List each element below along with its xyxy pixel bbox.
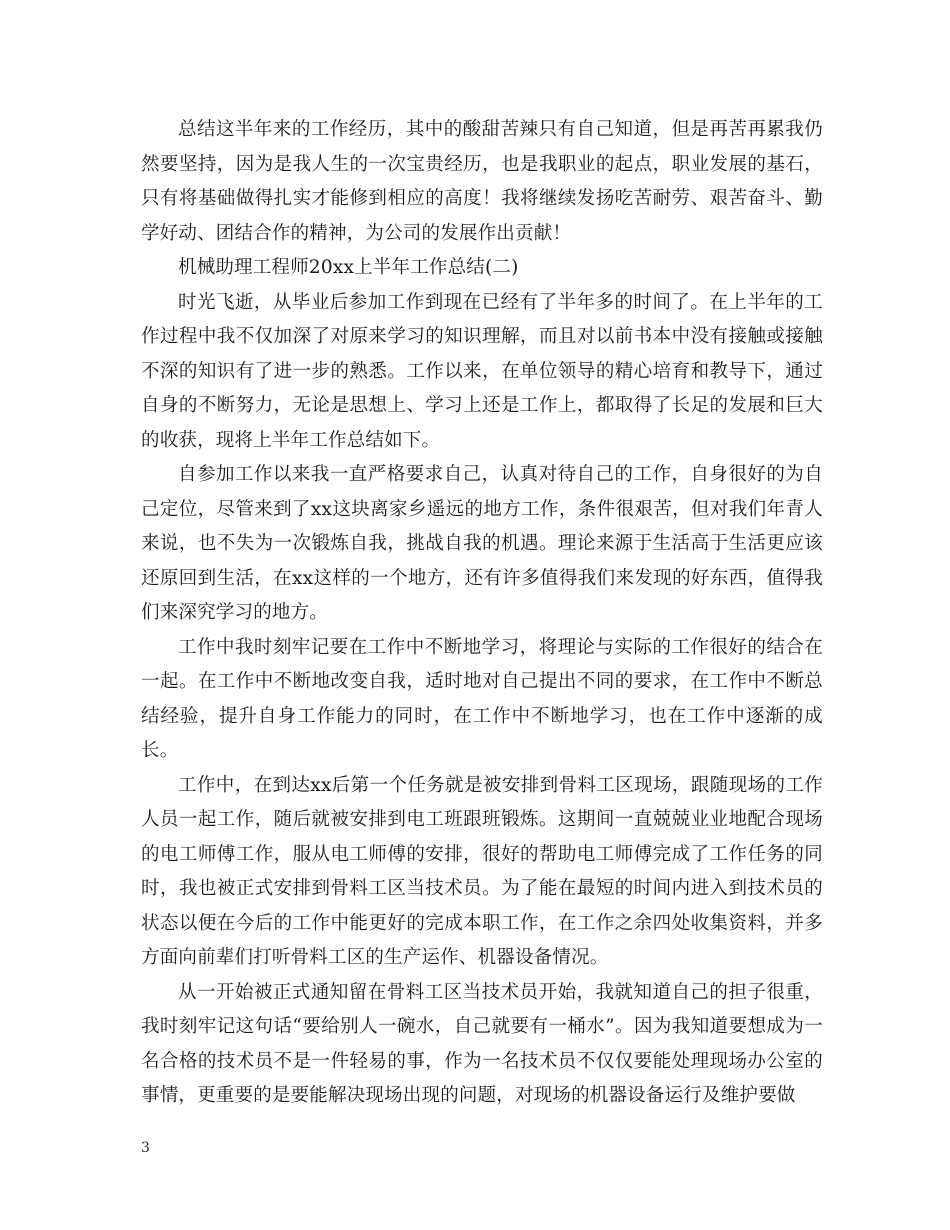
paragraph-learning: 工作中我时刻牢记要在工作中不断地学习，将理论与实际的工作很好的结合在一起。在工作中不断地改变自我，适时地对自己提出不同的要求，在工作中不断总结经验，提升自身工作能力的同时，在工作中不断地学习，也在工作中逐渐的成长。 bbox=[141, 636, 823, 761]
paragraph-intro: 时光飞逝，从毕业后参加工作到现在已经有了半年多的时间了。在上半年的工作过程中我不仅加深了对原来学习的知识理解，而且对以前书本中没有接触或接触不深的知识有了进一步的熟悉。工作以来，在单位领导的精心培育和教导下，通过自身的不断努力，无论是思想上、学习上还是工作上，都取得了长足的发展和巨大的收获，现将上半年工作总结如下。 bbox=[141, 291, 823, 451]
paragraph-self-discipline: 自参加工作以来我一直严格要求自己，认真对待自己的工作，自身很好的为自己定位，尽管来到了xx这块离家乡遥远的地方工作，条件很艰苦，但对我们年青人来说，也不失为一次锻炼自我，挑战自我的机遇。理论来源于生活高于生活更应该还原回到生活，在xx这样的一个地方，还有许多值得我们来发现的好东西，值得我们来深究学习的地方。 bbox=[141, 464, 823, 623]
paragraph-technician-role: 从一开始被正式通知留在骨料工区当技术员开始，我就知道自己的担子很重，我时刻牢记这句话“要给别人一碗水，自己就要有一桶水”。因为我知道要想成为一名合格的技术员不是一件轻易的事，作为一名技术员不仅仅要能处理现场办公室的事情，更重要的是要能解决现场出现的问题，对现场的机器设备运行及维护要做 bbox=[141, 981, 823, 1106]
paragraph-work-experience: 工作中，在到达xx后第一个任务就是被安排到骨料工区现场，跟随现场的工作人员一起工作，随后就被安排到电工班跟班锻炼。这期间一直兢兢业业地配合现场的电工师傅工作，服从电工师傅的安排，很好的帮助电工师傅完成了工作任务的同时，我也被正式安排到骨料工区当技术员。为了能在最短的时间内进入到技术员的状态以便在今后的工作中能更好的完成本职工作，在工作之余四处收集资料，并多方面向前辈们打听骨料工区的生产运作、机器设备情况。 bbox=[141, 774, 823, 968]
paragraph-summary: 总结这半年来的工作经历，其中的酸甜苦辣只有自己知道，但是再苦再累我仍然要坚持，因为是我人生的一次宝贵经历，也是我职业的起点，职业发展的基石，只有将基础做得扎实才能修到相应的高度！我将继续发扬吃苦耐劳、艰苦奋斗、勤学好动、团结合作的精神，为公司的发展作出贡献！ bbox=[141, 119, 823, 244]
page-number: 3 bbox=[141, 1140, 150, 1156]
document-body bbox=[141, 113, 823, 1114]
section-heading: 机械助理工程师20xx上半年工作总结(二) bbox=[178, 257, 519, 278]
